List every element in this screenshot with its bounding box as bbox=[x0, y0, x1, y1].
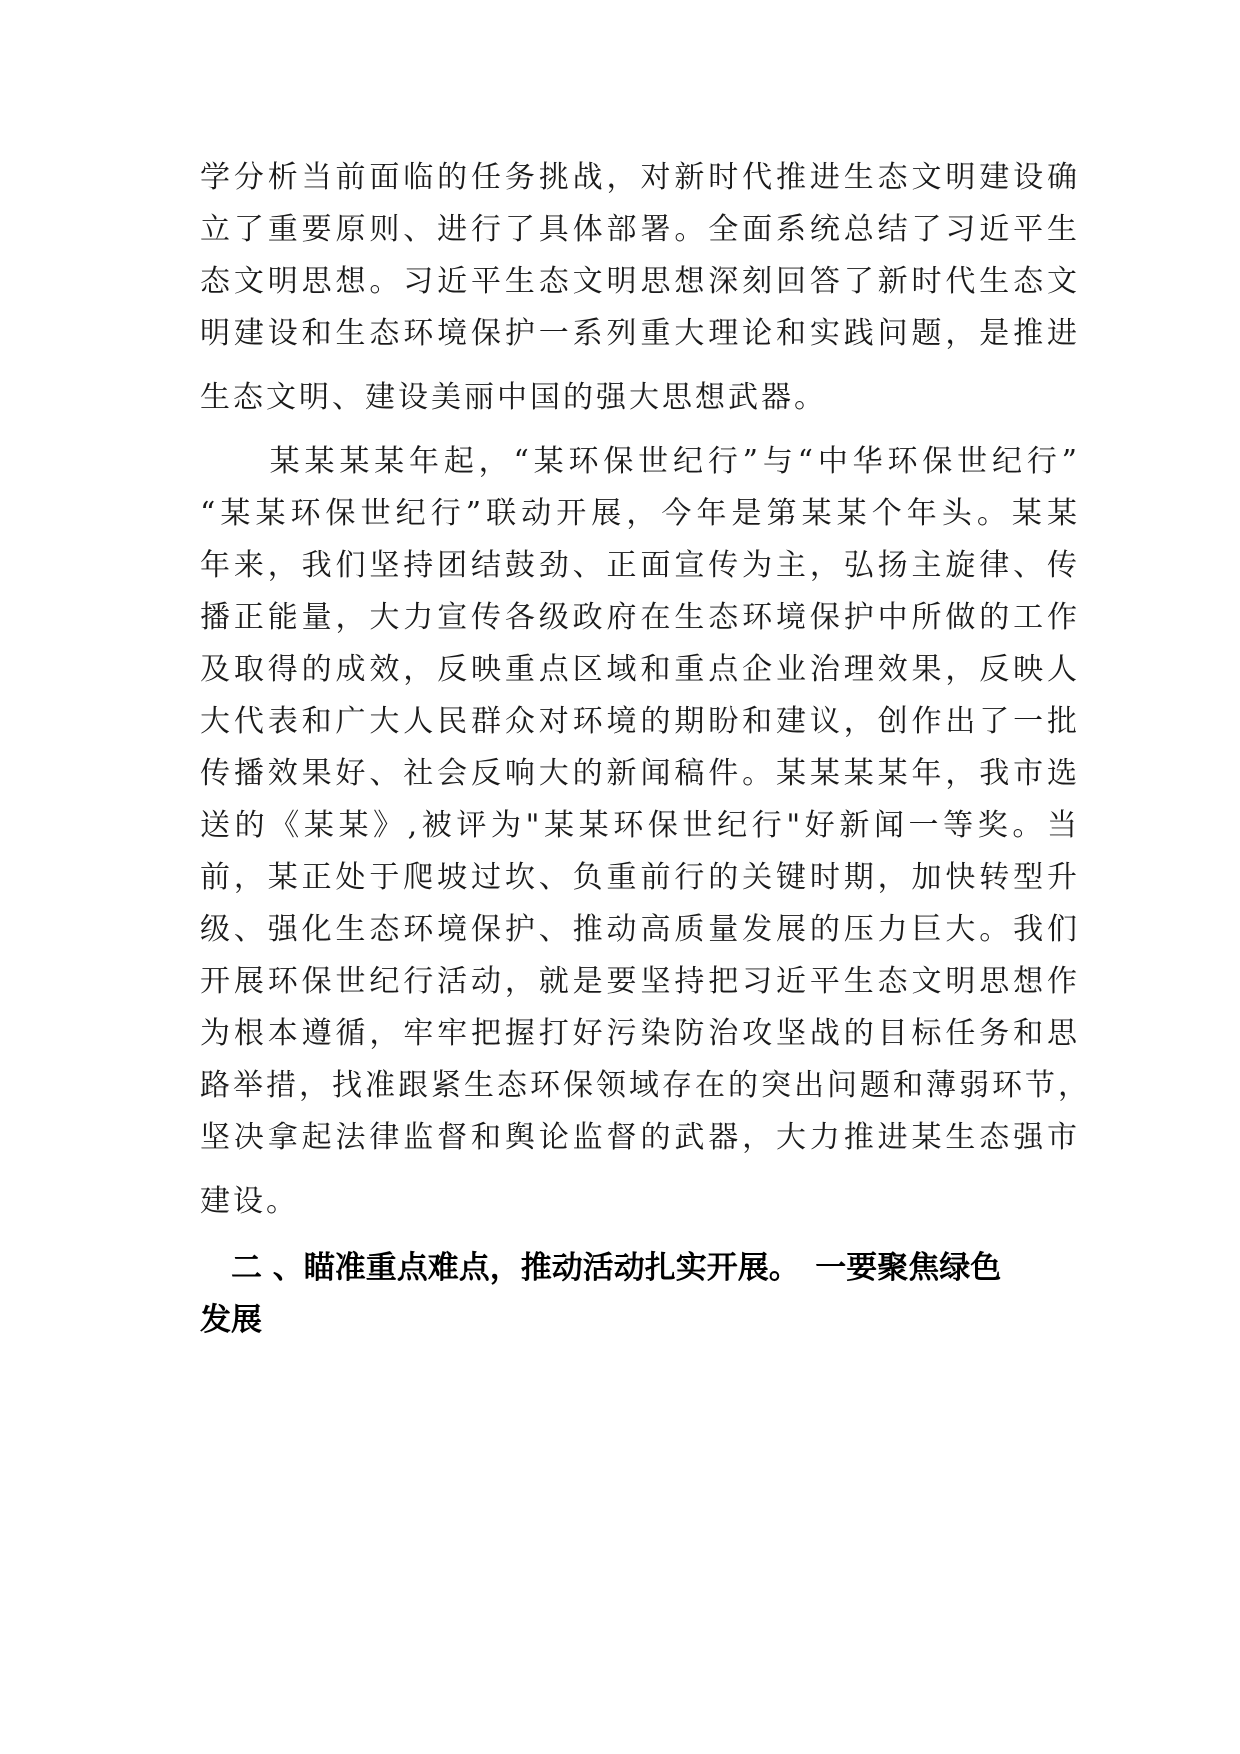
paragraph-2-line-4: 播正能量，大力宣传各级政府在生态环境保护中所做的工作 bbox=[200, 600, 1080, 635]
paragraph-2-line-2: “某某环保世纪行”联动开展，今年是第某某个年头。某某 bbox=[200, 496, 1080, 531]
paragraph-1-line-5: 生态文明、建设美丽中国的强大思想武器。 bbox=[200, 380, 827, 415]
paragraph-2-line-6: 大代表和广大人民群众对环境的期盼和建议，创作出了一批 bbox=[200, 704, 1080, 739]
paragraph-2-line-15: 建设。 bbox=[200, 1184, 299, 1219]
paragraph-2-line-5: 及取得的成效，反映重点区域和重点企业治理效果，反映人 bbox=[200, 652, 1080, 687]
paragraph-1-line-3: 态文明思想。习近平生态文明思想深刻回答了新时代生态文 bbox=[200, 264, 1080, 299]
paragraph-2-line-7: 传播效果好、社会反响大的新闻稿件。某某某某年，我市选 bbox=[200, 756, 1080, 791]
paragraph-2-line-1: 某某某某年起，“某环保世纪行”与“中华环保世纪行” bbox=[200, 444, 1080, 479]
paragraph-1-line-4: 明建设和生态环境保护一系列重大理论和实践问题，是推进 bbox=[200, 316, 1080, 351]
paragraph-2-line-12: 为根本遵循，牢牢把握打好污染防治攻坚战的目标任务和思 bbox=[200, 1016, 1080, 1051]
paragraph-2-line-10: 级、强化生态环境保护、推动高质量发展的压力巨大。我们 bbox=[200, 912, 1080, 947]
paragraph-2-line-13: 路举措，找准跟紧生态环保领域存在的突出问题和薄弱环节， bbox=[200, 1068, 1091, 1103]
paragraph-2-line-14: 坚决拿起法律监督和舆论监督的武器，大力推进某生态强市 bbox=[200, 1120, 1080, 1155]
section-heading-line-2: 发展 bbox=[200, 1302, 262, 1338]
paragraph-2-line-3: 年来，我们坚持团结鼓劲、正面宣传为主，弘扬主旋律、传 bbox=[200, 548, 1080, 583]
paragraph-2-line-9: 前，某正处于爬坡过坎、负重前行的关键时期，加快转型升 bbox=[200, 860, 1080, 895]
paragraph-1-line-2: 立了重要原则、进行了具体部署。全面系统总结了习近平生 bbox=[200, 212, 1080, 247]
paragraph-1-line-1: 学分析当前面临的任务挑战，对新时代推进生态文明建设确 bbox=[200, 160, 1080, 195]
paragraph-2-line-11: 开展环保世纪行活动，就是要坚持把习近平生态文明思想作 bbox=[200, 964, 1080, 999]
paragraph-2-line-8: 送的《某某》,被评为"某某环保世纪行"好新闻一等奖。当 bbox=[200, 808, 1080, 843]
section-heading-line-1: 二 、瞄准重点难点，推动活动扎实开展。 一要聚焦绿色 bbox=[200, 1250, 1002, 1286]
